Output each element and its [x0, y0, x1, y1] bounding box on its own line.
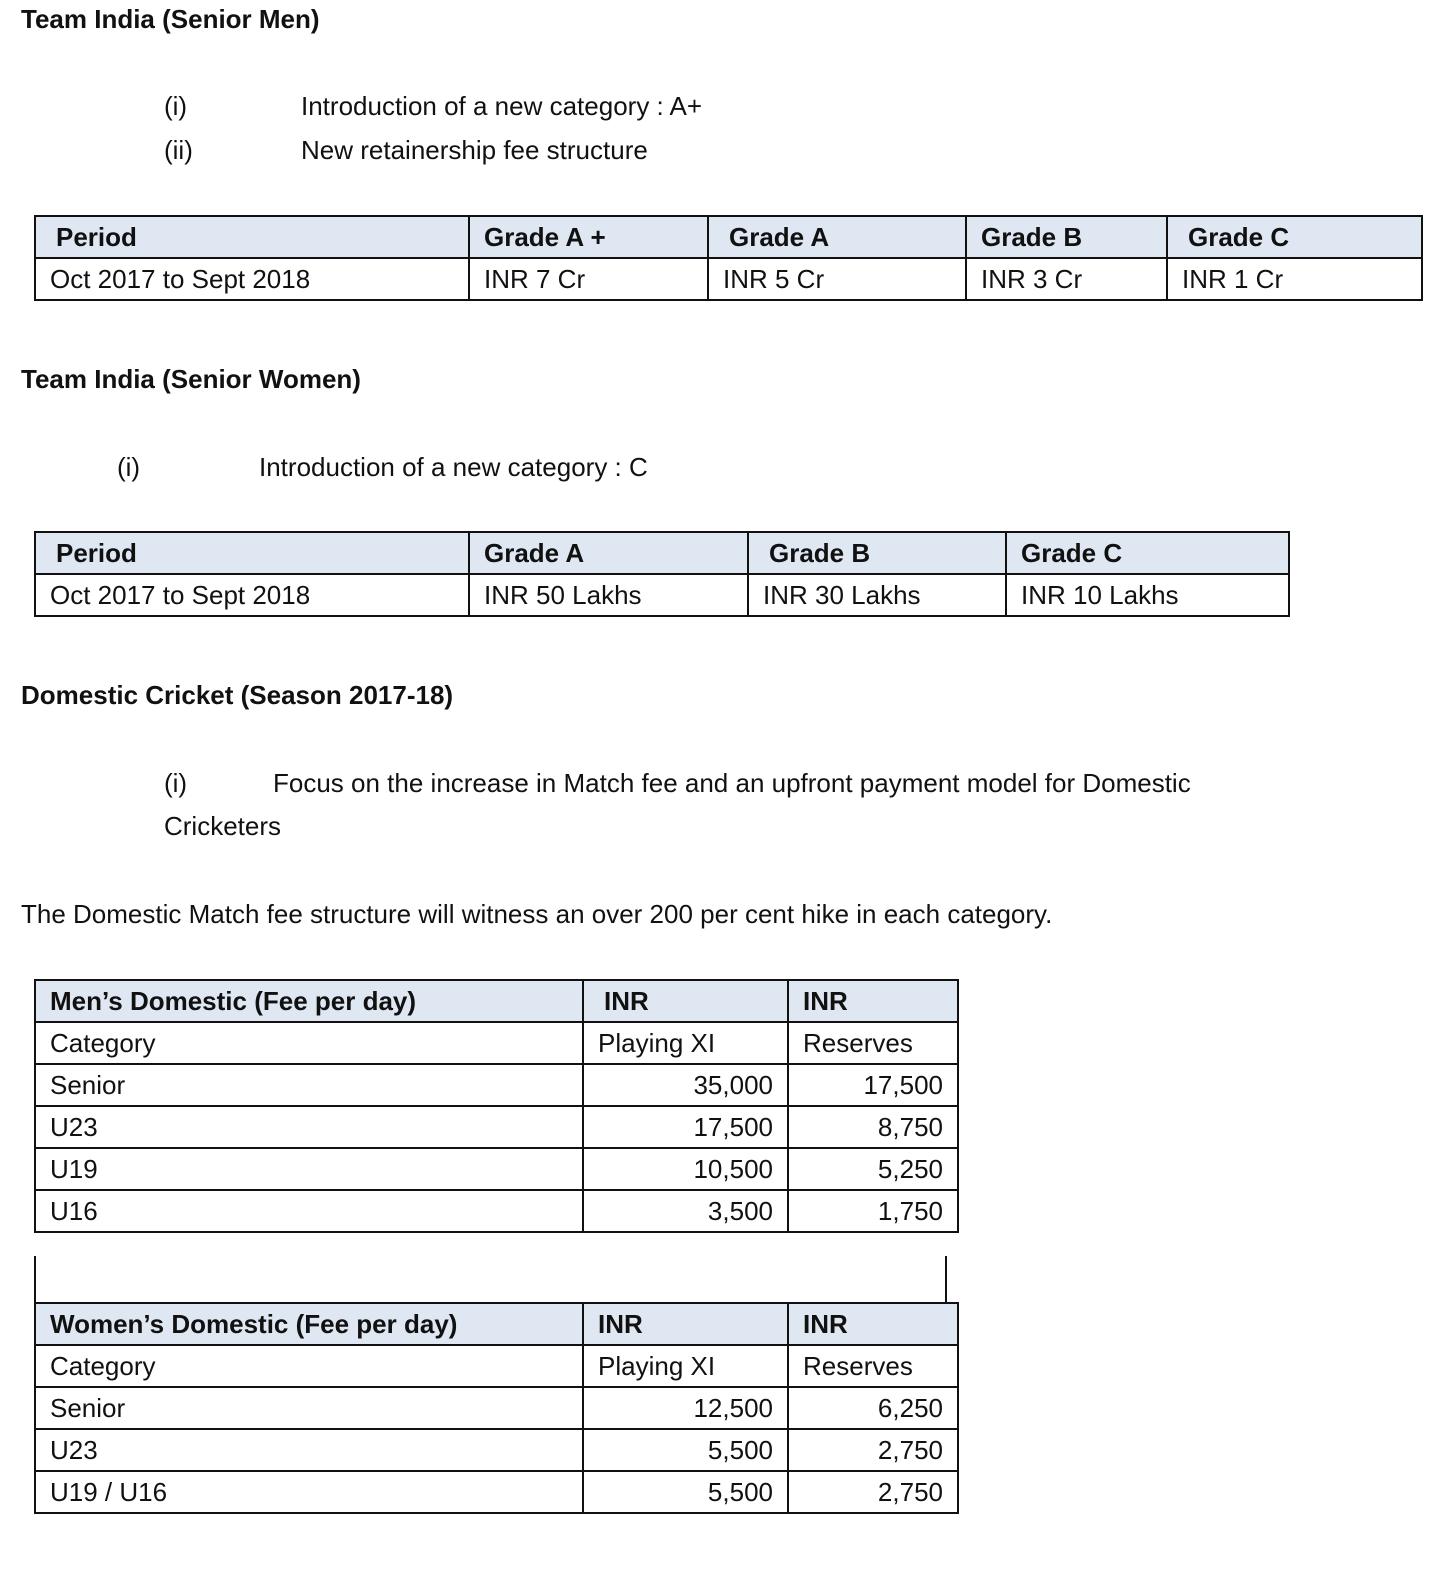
cell-category: U16 [35, 1190, 583, 1232]
table-row [35, 574, 1289, 616]
cell-reserves: 1,750 [788, 1190, 958, 1232]
domestic-summary-text: The Domestic Match fee structure will witness an over 200 per cent hike in each category. [21, 899, 1053, 929]
cell-playing-xi: 35,000 [583, 1064, 788, 1106]
senior-women-item-1-text: Introduction of a new category : C [259, 452, 648, 482]
column-header-grade-c: Grade C [1006, 532, 1289, 574]
cell-grade-b: INR 3 Cr [966, 258, 1167, 300]
column-header-mens-domestic: Men’s Domestic (Fee per day) [35, 980, 583, 1022]
cell-reserves: 8,750 [788, 1106, 958, 1148]
table-header-row [35, 532, 1289, 574]
table-row [35, 1471, 958, 1513]
cell-playing-xi-label: Playing XI [583, 1345, 788, 1387]
cell-grade-c: INR 10 Lakhs [1006, 574, 1289, 616]
column-header-period: Period [35, 532, 469, 574]
cell-reserves-label: Reserves [788, 1345, 958, 1387]
cell-reserves-label: Reserves [788, 1022, 958, 1064]
cell-reserves: 6,250 [788, 1387, 958, 1429]
column-header-inr-reserves: INR [788, 1303, 958, 1345]
cell-grade-c: INR 1 Cr [1167, 258, 1422, 300]
table-header-row [35, 1303, 958, 1345]
column-header-inr-reserves: INR [788, 980, 958, 1022]
cell-category: U19 / U16 [35, 1471, 583, 1513]
senior-women-item-1-marker: (i) [117, 452, 141, 482]
column-header-grade-a: Grade A [708, 216, 966, 258]
cell-category: Senior [35, 1064, 583, 1106]
cell-category-label: Category [35, 1022, 583, 1064]
column-header-grade-a: Grade A [469, 532, 748, 574]
column-header-period: Period [35, 216, 469, 258]
column-header-womens-domestic: Women’s Domestic (Fee per day) [35, 1303, 583, 1345]
table-subheader-row [35, 1345, 958, 1387]
cell-playing-xi-label: Playing XI [583, 1022, 788, 1064]
table-row [35, 258, 1422, 300]
table-header-row [35, 980, 958, 1022]
table-row [35, 1106, 958, 1148]
column-header-inr-playing: INR [583, 980, 788, 1022]
cell-reserves: 2,750 [788, 1471, 958, 1513]
table-subheader-row [35, 1022, 958, 1064]
column-header-inr-playing: INR [583, 1303, 788, 1345]
cell-category: Senior [35, 1387, 583, 1429]
cell-reserves: 5,250 [788, 1148, 958, 1190]
cell-period: Oct 2017 to Sept 2018 [35, 258, 469, 300]
table-row [35, 1190, 958, 1232]
womens-domestic-fee-table [34, 1302, 959, 1514]
cell-playing-xi: 5,500 [583, 1471, 788, 1513]
column-header-grade-a-plus: Grade A + [469, 216, 708, 258]
table-row [35, 1429, 958, 1471]
senior-men-item-1-marker: (i) [164, 91, 188, 121]
column-header-grade-b: Grade B [966, 216, 1167, 258]
cell-grade-a: INR 50 Lakhs [469, 574, 748, 616]
cell-reserves: 17,500 [788, 1064, 958, 1106]
cell-period: Oct 2017 to Sept 2018 [35, 574, 469, 616]
cell-category-label: Category [35, 1345, 583, 1387]
cell-category: U19 [35, 1148, 583, 1190]
cell-grade-b: INR 30 Lakhs [748, 574, 1006, 616]
table-spacer-row [34, 1256, 947, 1304]
cell-playing-xi: 5,500 [583, 1429, 788, 1471]
cell-playing-xi: 17,500 [583, 1106, 788, 1148]
domestic-item-1-marker: (i) [164, 768, 188, 798]
cell-grade-a-plus: INR 7 Cr [469, 258, 708, 300]
senior-women-heading: Team India (Senior Women) [21, 364, 361, 394]
domestic-item-1-text-line-2: Cricketers [164, 811, 282, 841]
cell-reserves: 2,750 [788, 1429, 958, 1471]
table-header-row [35, 216, 1422, 258]
cell-category: U23 [35, 1429, 583, 1471]
cell-playing-xi: 12,500 [583, 1387, 788, 1429]
column-header-grade-c: Grade C [1167, 216, 1422, 258]
cell-category: U23 [35, 1106, 583, 1148]
cell-grade-a: INR 5 Cr [708, 258, 966, 300]
senior-women-fee-table [34, 531, 1290, 617]
table-row [35, 1387, 958, 1429]
table-row [35, 1064, 958, 1106]
domestic-item-1-text-line-1: Focus on the increase in Match fee and an upfront payment model for Domestic [273, 768, 1191, 798]
table-row [35, 1148, 958, 1190]
senior-men-fee-table [34, 215, 1423, 301]
mens-domestic-fee-table [34, 979, 959, 1233]
senior-men-item-2-marker: (ii) [164, 135, 193, 165]
column-header-grade-b: Grade B [748, 532, 1006, 574]
senior-men-item-1-text: Introduction of a new category : A+ [301, 91, 703, 121]
cell-playing-xi: 3,500 [583, 1190, 788, 1232]
senior-men-heading: Team India (Senior Men) [21, 4, 320, 34]
domestic-heading: Domestic Cricket (Season 2017-18) [21, 680, 454, 710]
senior-men-item-2-text: New retainership fee structure [301, 135, 648, 165]
cell-playing-xi: 10,500 [583, 1148, 788, 1190]
